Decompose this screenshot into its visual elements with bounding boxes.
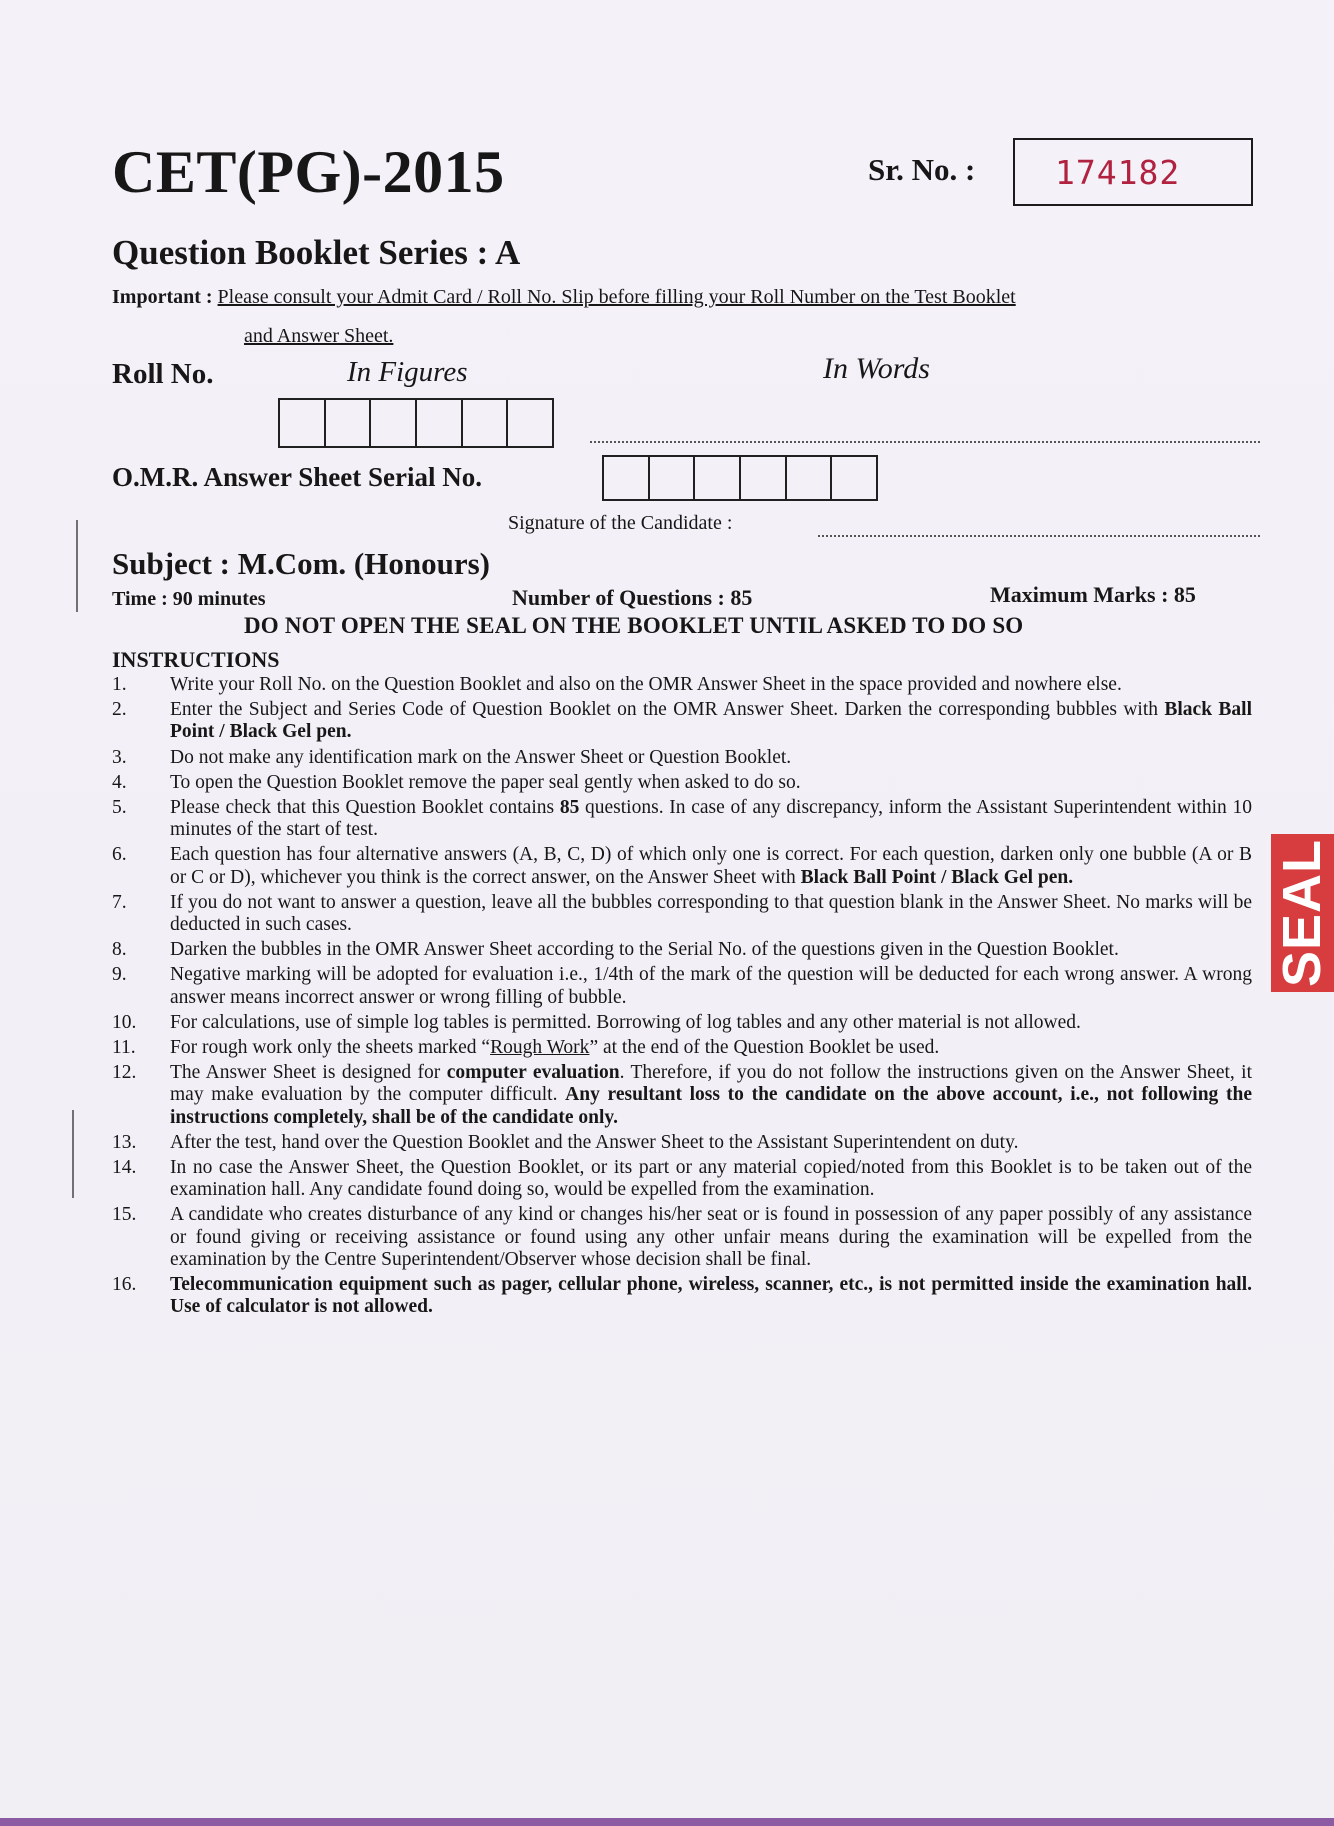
omr-digit-box[interactable]	[650, 457, 696, 499]
instruction-item	[112, 747, 1252, 769]
instruction-segment: Please check that this Question Booklet contains	[170, 797, 560, 819]
instruction-number: 12.	[112, 1062, 137, 1084]
instruction-item	[112, 1132, 1252, 1154]
instruction-segment: Negative marking will be adopted for evaluation i.e., 1/4th of the mark of the question will be deducted for each wrong answer. A wrong answer means incorrect answer or wrong filling of bubble.	[170, 964, 1252, 1008]
instruction-item	[112, 1274, 1252, 1318]
omr-digit-box[interactable]	[741, 457, 787, 499]
omr-serial-boxes[interactable]	[602, 455, 878, 501]
instruction-item	[112, 1157, 1252, 1201]
instruction-item	[112, 1012, 1252, 1034]
instruction-number: 16.	[112, 1274, 137, 1296]
instructions-list	[112, 674, 1252, 1321]
instruction-item	[112, 1037, 1252, 1059]
omr-digit-box[interactable]	[787, 457, 833, 499]
instruction-item	[112, 699, 1252, 743]
subject-heading: Subject : M.Com. (Honours)	[112, 546, 490, 581]
instruction-item	[112, 1062, 1252, 1129]
omr-digit-box[interactable]	[604, 457, 650, 499]
instruction-number: 15.	[112, 1204, 137, 1226]
bottom-edge-strip	[0, 1818, 1334, 1826]
roll-number-boxes[interactable]	[278, 398, 554, 448]
instruction-number: 3.	[112, 746, 127, 768]
instruction-item	[112, 772, 1252, 794]
instruction-text	[170, 1132, 1252, 1154]
instruction-number: 8.	[112, 939, 127, 961]
instruction-segment: In no case the Answer Sheet, the Question Booklet, or its part or any material copied/noted from this Booklet is to be taken out of the examination hall. Any candidate found doing so, would be expelled from the examination.	[170, 1157, 1252, 1201]
instruction-segment: If you do not want to answer a question, leave all the bubbles corresponding to that question blank in the Answer Sheet. No marks will be deducted in such cases.	[170, 891, 1252, 936]
instruction-number: 2.	[112, 699, 127, 721]
instruction-number: 10.	[112, 1011, 137, 1033]
instruction-item	[112, 797, 1252, 841]
in-figures-label: In Figures	[347, 356, 468, 388]
omr-serial-label: O.M.R. Answer Sheet Serial No.	[112, 462, 482, 492]
instruction-text	[170, 1157, 1252, 1201]
instruction-text	[170, 797, 1252, 841]
serial-number-value: 174182	[1055, 153, 1181, 192]
instruction-segment: Do not make any identification mark on the Answer Sheet or Question Booklet.	[170, 746, 792, 768]
instruction-text	[170, 964, 1252, 1008]
signature-line[interactable]	[818, 535, 1260, 537]
instruction-segment: A candidate who creates disturbance of any kind or changes his/her seat or is found in possession of any paper possibly of any assistance or found giving or receiving assistance or found using any other unfair means during the examination will be expelled from the examination by the Centre Superintendent/Observer whose decision shall be final.	[170, 1204, 1252, 1270]
signature-label: Signature of the Candidate :	[508, 512, 733, 534]
exam-time: Time : 90 minutes	[112, 588, 266, 610]
left-margin-mark-upper	[76, 520, 78, 612]
omr-digit-box[interactable]	[695, 457, 741, 499]
instruction-segment: The Answer Sheet is designed for	[170, 1062, 447, 1084]
roll-digit-box[interactable]	[280, 400, 326, 446]
instruction-number: 7.	[112, 891, 127, 913]
instruction-text	[170, 1274, 1252, 1318]
seal-tab[interactable]	[1271, 834, 1334, 992]
instruction-segment: To open the Question Booklet remove the paper seal gently when asked to do so.	[170, 771, 801, 793]
instruction-segment: Telecommunication equipment such as pager, cellular phone, wireless, scanner, etc., is not permitted inside the examination hall. Use of calculator is not allowed.	[170, 1274, 1252, 1318]
instruction-segment: Black Ball Point / Black Gel pen.	[800, 866, 1074, 888]
instruction-number: 1.	[112, 674, 127, 695]
instruction-segment: Any resultant loss to the candidate on the above account, i.e., not following the instructions completely, shall be of the candidate only.	[170, 1084, 1252, 1128]
booklet-series: Question Booklet Series : A	[112, 233, 521, 272]
instruction-item	[112, 844, 1252, 888]
in-words-label: In Words	[823, 352, 930, 385]
instruction-number: 11.	[112, 1037, 136, 1059]
instruction-number: 5.	[112, 797, 127, 819]
instruction-item	[112, 892, 1252, 936]
number-of-questions: Number of Questions : 85	[512, 585, 753, 610]
instruction-text	[170, 1204, 1252, 1271]
instruction-segment: Each question has four alternative answers (A, B, C, D) of which only one is correct. For each question, darken only one bubble (A or B or C or D), whichever you think is the correct answer, on the Answer Sheet with	[170, 844, 1252, 888]
instruction-segment: Black Ball Point / Black Gel pen.	[170, 699, 1252, 743]
instruction-text	[170, 699, 1252, 743]
instruction-number: 14.	[112, 1157, 137, 1179]
instruction-segment: Write your Roll No. on the Question Booklet and also on the OMR Answer Sheet in the space provided and nowhere else.	[170, 674, 1122, 695]
instruction-text	[170, 1062, 1252, 1129]
instruction-item	[112, 939, 1252, 961]
instruction-text	[170, 1012, 1252, 1034]
roll-in-words-line[interactable]	[590, 441, 1260, 443]
instruction-item	[112, 674, 1252, 696]
instruction-segment: Rough Work	[490, 1037, 590, 1059]
instruction-segment: Darken the bubbles in the OMR Answer Sheet according to the Serial No. of the questions given in the Question Booklet.	[170, 939, 1119, 961]
important-text-continued: and Answer Sheet.	[244, 325, 394, 347]
instruction-text	[170, 674, 1252, 696]
seal-tab-label: SEAL	[1272, 838, 1333, 988]
instruction-segment: questions. In case of any discrepancy, inform the Assistant Superintendent within 10 minutes of the start of test.	[170, 797, 1253, 841]
instruction-text	[170, 844, 1252, 888]
instruction-segment: 85	[559, 797, 580, 819]
instruction-text	[170, 1037, 1252, 1059]
roll-digit-box[interactable]	[417, 400, 463, 446]
important-label: Important :	[112, 286, 213, 308]
left-margin-mark-lower	[72, 1110, 74, 1198]
serial-number-label: Sr. No. :	[868, 152, 976, 187]
instruction-number: 13.	[112, 1131, 137, 1153]
important-text: Please consult your Admit Card / Roll No. Slip before filling your Roll Number on the Test Booklet	[217, 286, 1016, 308]
instruction-number: 9.	[112, 964, 127, 986]
instruction-number: 4.	[112, 771, 127, 793]
important-note	[112, 286, 1016, 309]
instruction-item	[112, 964, 1252, 1008]
instruction-segment: ” at the end of the Question Booklet be used.	[589, 1037, 940, 1059]
seal-warning: DO NOT OPEN THE SEAL ON THE BOOKLET UNTIL ASKED TO DO SO	[244, 613, 1024, 638]
instruction-segment: . Therefore, if you do not follow the instructions given on the Answer Sheet, it may make evaluation by the computer difficult.	[170, 1062, 1252, 1106]
roll-digit-box[interactable]	[463, 400, 509, 446]
instruction-number: 6.	[112, 844, 127, 866]
instruction-text	[170, 892, 1252, 936]
roll-digit-box[interactable]	[326, 400, 372, 446]
instruction-text	[170, 939, 1252, 961]
omr-digit-box[interactable]	[832, 457, 876, 499]
instruction-segment: For rough work only the sheets marked “	[170, 1037, 491, 1059]
instruction-text	[170, 747, 1252, 769]
roll-digit-box[interactable]	[371, 400, 417, 446]
maximum-marks: Maximum Marks : 85	[990, 582, 1196, 607]
roll-digit-box[interactable]	[508, 400, 552, 446]
instructions-heading: INSTRUCTIONS	[112, 647, 280, 672]
instruction-item	[112, 1204, 1252, 1271]
instruction-segment: After the test, hand over the Question Booklet and the Answer Sheet to the Assistant Superintendent on duty.	[170, 1131, 1019, 1153]
instruction-segment: For calculations, use of simple log tables is permitted. Borrowing of log tables and any other material is not allowed.	[170, 1011, 1081, 1033]
instruction-segment: computer evaluation	[446, 1062, 620, 1084]
roll-number-label: Roll No.	[112, 358, 214, 390]
exam-title: CET(PG)-2015	[112, 139, 505, 205]
instruction-text	[170, 772, 1252, 794]
instruction-segment: Enter the Subject and Series Code of Question Booklet on the OMR Answer Sheet. Darken the corresponding bubbles with	[170, 699, 1165, 721]
